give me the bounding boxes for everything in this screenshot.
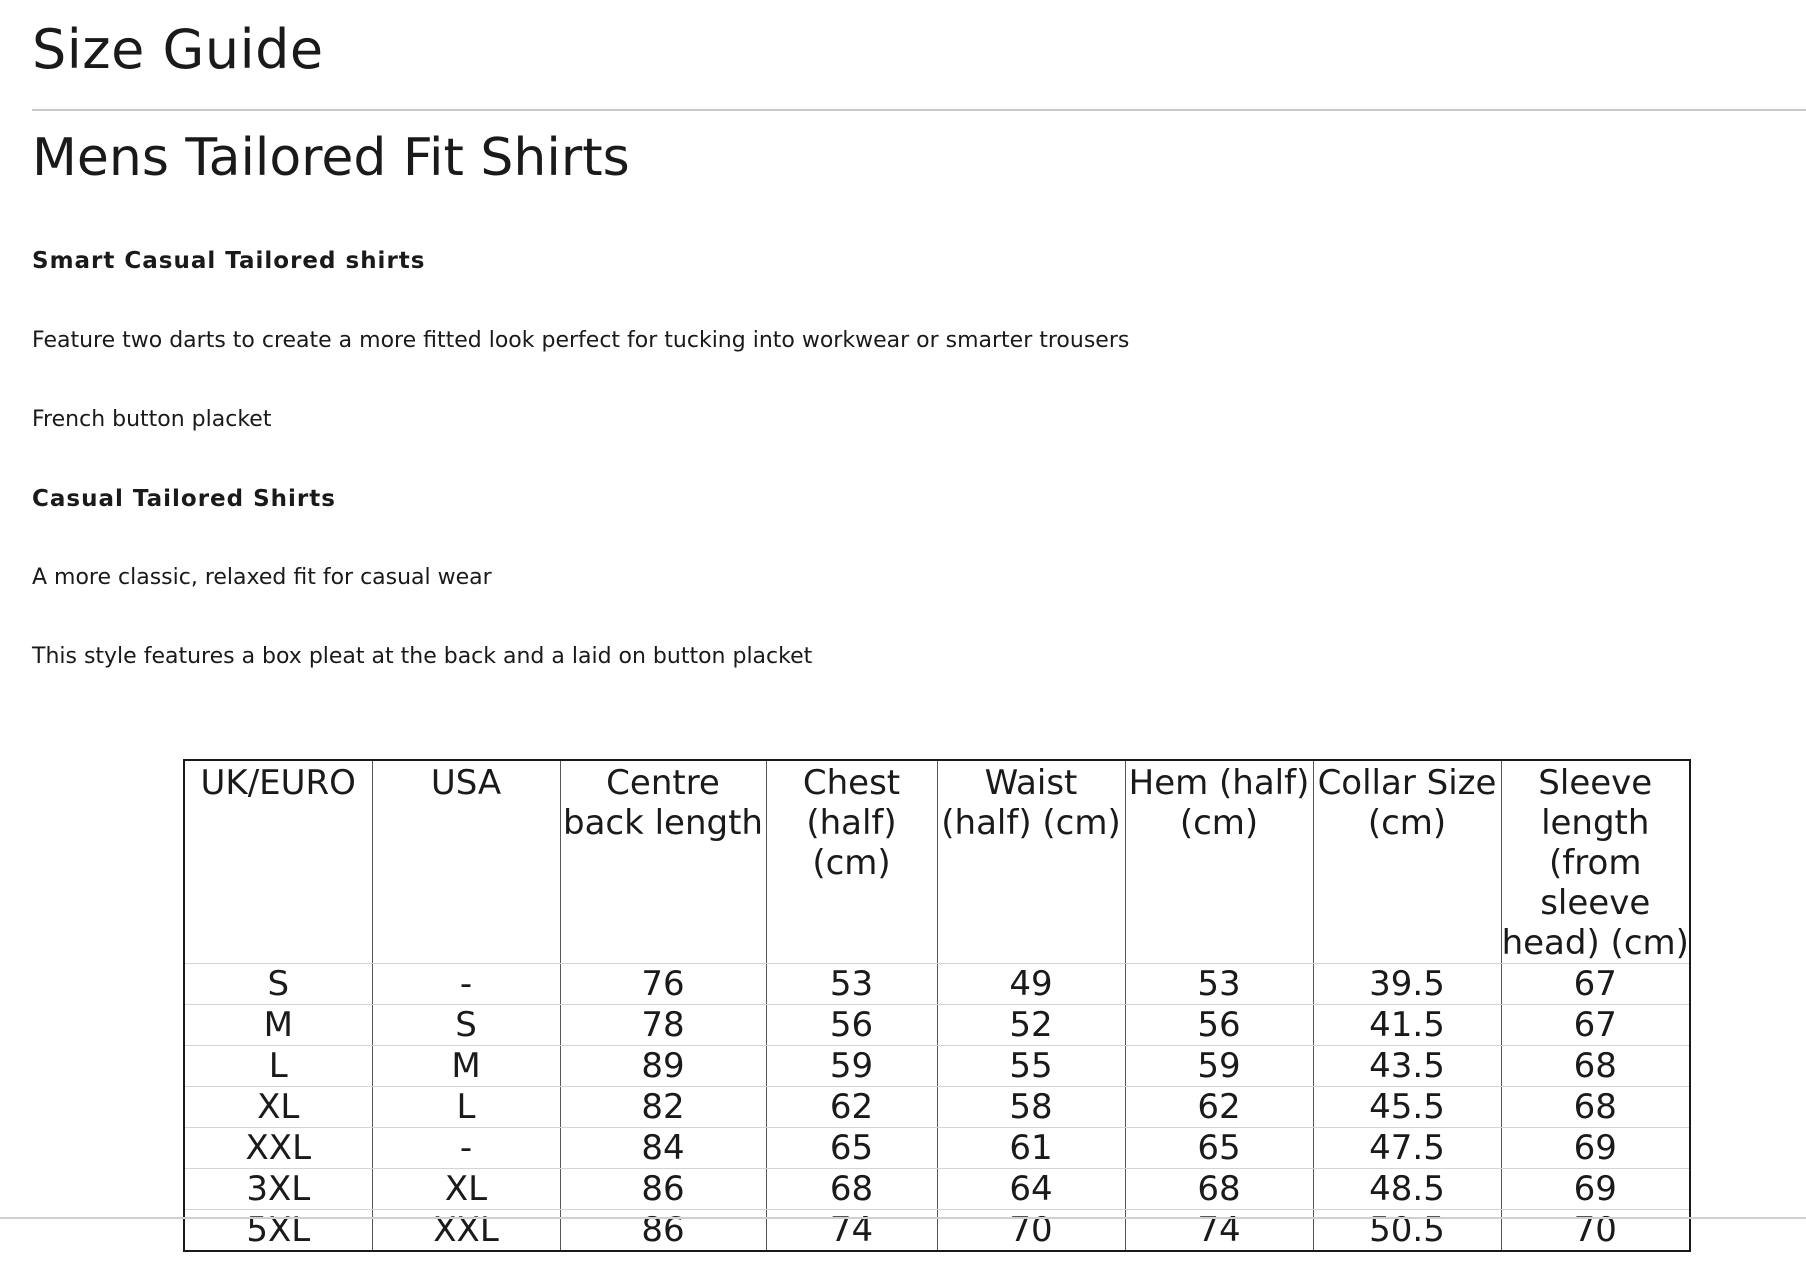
table-cell: 89 xyxy=(560,1046,766,1087)
table-cell: 47.5 xyxy=(1313,1128,1501,1169)
table-cell: 69 xyxy=(1501,1128,1690,1169)
table-cell: 62 xyxy=(766,1087,937,1128)
table-cell: 55 xyxy=(937,1046,1125,1087)
table-cell: - xyxy=(372,964,560,1005)
table-cell: 82 xyxy=(560,1087,766,1128)
table-cell: 52 xyxy=(937,1005,1125,1046)
table-cell: 62 xyxy=(1125,1087,1313,1128)
table-cell: 86 xyxy=(560,1210,766,1252)
table-cell: 76 xyxy=(560,964,766,1005)
table-cell: 5XL xyxy=(184,1210,372,1252)
table-cell: 53 xyxy=(1125,964,1313,1005)
column-header-centre-back-length: Centre back length xyxy=(560,760,766,964)
table-cell: 56 xyxy=(1125,1005,1313,1046)
table-cell: 70 xyxy=(937,1210,1125,1252)
table-cell: XXL xyxy=(184,1128,372,1169)
size-chart-table xyxy=(183,759,1691,1252)
table-cell: 86 xyxy=(560,1169,766,1210)
table-cell: 65 xyxy=(1125,1128,1313,1169)
column-header-waist: Waist (half) (cm) xyxy=(937,760,1125,964)
column-header-collar-size: Collar Size (cm) xyxy=(1313,760,1501,964)
section-title: Mens Tailored Fit Shirts xyxy=(32,128,630,188)
table-cell: 49 xyxy=(937,964,1125,1005)
table-cell: M xyxy=(184,1005,372,1046)
table-header-row xyxy=(184,760,1690,964)
table-cell: 61 xyxy=(937,1128,1125,1169)
smart-casual-description: Feature two darts to create a more fitted look perfect for tucking into workwear or smarter trousers xyxy=(32,328,1130,353)
column-header-uk-euro: UK/EURO xyxy=(184,760,372,964)
table-cell: 53 xyxy=(766,964,937,1005)
title-divider xyxy=(32,109,1806,111)
table-cell: L xyxy=(184,1046,372,1087)
table-cell: - xyxy=(372,1128,560,1169)
table-row xyxy=(184,964,1690,1005)
table-row xyxy=(184,1005,1690,1046)
table-cell: 68 xyxy=(1125,1169,1313,1210)
table-cell: 56 xyxy=(766,1005,937,1046)
table-cell: 58 xyxy=(937,1087,1125,1128)
page-title: Size Guide xyxy=(32,18,324,81)
table-cell: 59 xyxy=(1125,1046,1313,1087)
table-cell: M xyxy=(372,1046,560,1087)
table-cell: 70 xyxy=(1501,1210,1690,1252)
table-cell: 64 xyxy=(937,1169,1125,1210)
table-cell: 43.5 xyxy=(1313,1046,1501,1087)
table-cell: 74 xyxy=(766,1210,937,1252)
table-cell: S xyxy=(372,1005,560,1046)
table-cell: 68 xyxy=(1501,1046,1690,1087)
table-cell: 3XL xyxy=(184,1169,372,1210)
table-cell: 48.5 xyxy=(1313,1169,1501,1210)
casual-tailored-pleat-note: This style features a box pleat at the back and a laid on button placket xyxy=(32,644,813,669)
table-cell: XL xyxy=(372,1169,560,1210)
column-header-hem: Hem (half) (cm) xyxy=(1125,760,1313,964)
casual-tailored-heading: Casual Tailored Shirts xyxy=(32,486,336,512)
table-cell: 45.5 xyxy=(1313,1087,1501,1128)
table-cell: 67 xyxy=(1501,1005,1690,1046)
casual-tailored-description: A more classic, relaxed fit for casual wear xyxy=(32,565,492,590)
table-cell: 59 xyxy=(766,1046,937,1087)
table-cell: 78 xyxy=(560,1005,766,1046)
smart-casual-heading: Smart Casual Tailored shirts xyxy=(32,248,426,274)
table-cell: 41.5 xyxy=(1313,1005,1501,1046)
table-row xyxy=(184,1046,1690,1087)
table-cell: 39.5 xyxy=(1313,964,1501,1005)
column-header-usa: USA xyxy=(372,760,560,964)
table-cell: 65 xyxy=(766,1128,937,1169)
table-cell: 67 xyxy=(1501,964,1690,1005)
smart-casual-placket-note: French button placket xyxy=(32,407,272,432)
table-cell: 50.5 xyxy=(1313,1210,1501,1252)
table-row xyxy=(184,1087,1690,1128)
table-row xyxy=(184,1128,1690,1169)
bottom-divider xyxy=(0,1217,1806,1219)
table-cell: 74 xyxy=(1125,1210,1313,1252)
table-cell: XL xyxy=(184,1087,372,1128)
table-cell: 69 xyxy=(1501,1169,1690,1210)
column-header-chest: Chest (half) (cm) xyxy=(766,760,937,964)
table-cell: 68 xyxy=(1501,1087,1690,1128)
table-cell: XXL xyxy=(372,1210,560,1252)
column-header-sleeve-length: Sleeve length (from sleeve head) (cm) xyxy=(1501,760,1690,964)
table-row xyxy=(184,1169,1690,1210)
table-row xyxy=(184,1210,1690,1252)
table-cell: L xyxy=(372,1087,560,1128)
table-cell: 68 xyxy=(766,1169,937,1210)
table-cell: S xyxy=(184,964,372,1005)
table-cell: 84 xyxy=(560,1128,766,1169)
